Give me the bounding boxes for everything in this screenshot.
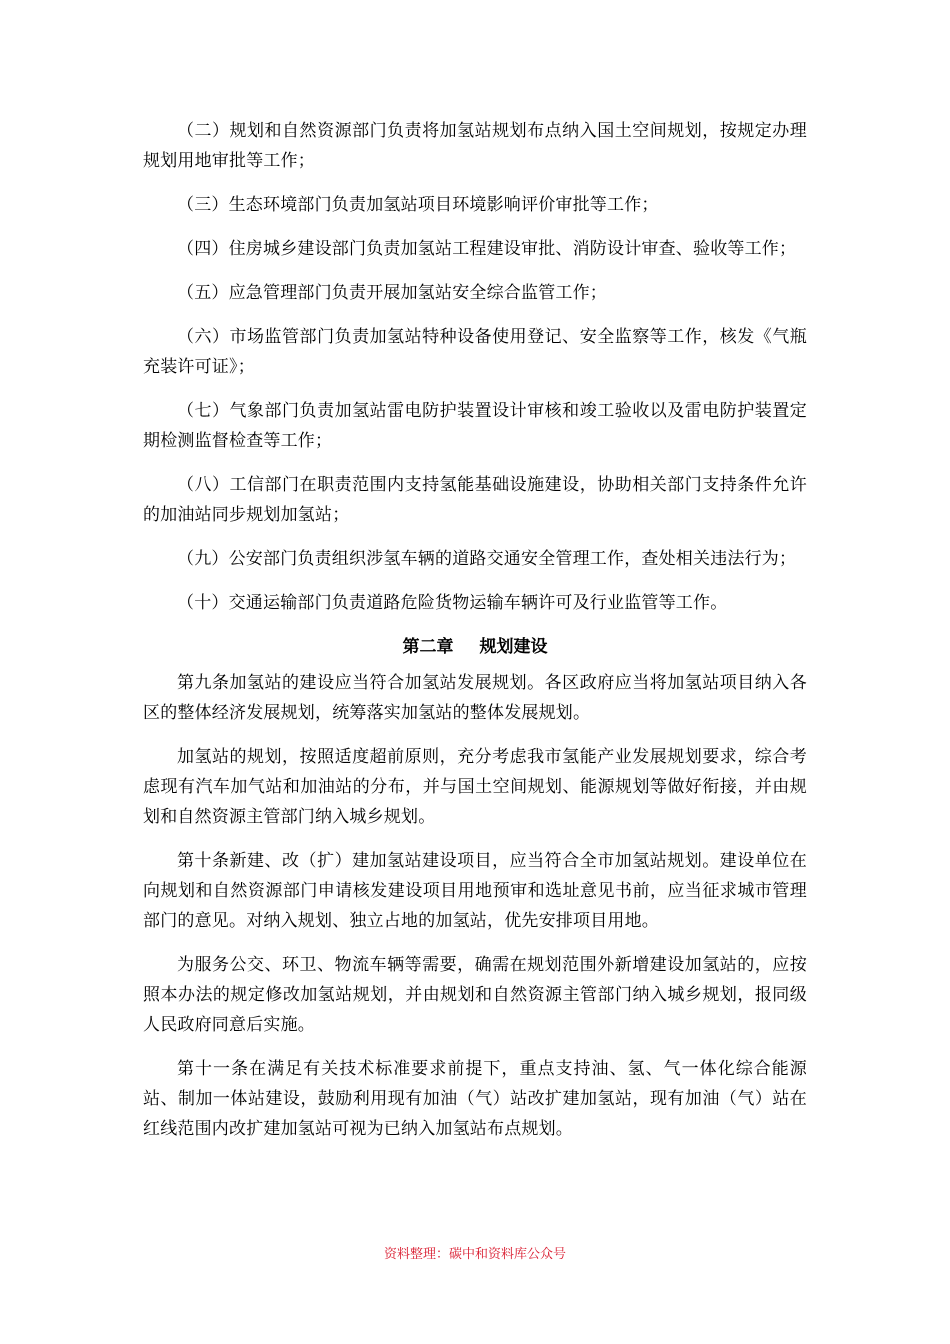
paragraph-item-8: （八）工信部门在职责范围内支持氢能基础设施建设，协助相关部门支持条件允许的加油站同步规划加氢站；: [143, 475, 807, 525]
paragraph-item-9: （九）公安部门负责组织涉氢车辆的道路交通安全管理工作，查处相关违法行为；: [177, 549, 797, 569]
paragraph-item-10: （十）交通运输部门负责道路危险货物运输车辆许可及行业监管等工作。: [177, 593, 728, 613]
paragraph-item-2: （二）规划和自然资源部门负责将加氢站规划布点纳入国土空间规划，按规定办理规划用地审批等工作；: [143, 121, 807, 171]
document-body: [143, 116, 807, 1158]
article-9: 第九条加氢站的建设应当符合加氢站发展规划。各区政府应当将加氢站项目纳入各区的整体经济发展规划，统筹落实加氢站的整体发展规划。: [143, 673, 807, 723]
article-9-planning: 加氢站的规划，按照适度超前原则，充分考虑我市氢能产业发展规划要求，综合考虑现有汽车加气站和加油站的分布，并与国土空间规划、能源规划等做好衔接，并由规划和自然资源主管部门纳入城乡规划。: [143, 747, 807, 827]
paragraph-item-5: （五）应急管理部门负责开展加氢站安全综合监管工作；: [177, 283, 607, 303]
paragraph-item-7: （七）气象部门负责加氢站雷电防护装置设计审核和竣工验收以及雷电防护装置定期检测监督检查等工作；: [143, 401, 807, 451]
paragraph-item-3: （三）生态环境部门负责加氢站项目环境影响评价审批等工作；: [177, 195, 659, 215]
article-10: 第十条新建、改（扩）建加氢站建设项目，应当符合全市加氢站规划。建设单位在向规划和自然资源部门申请核发建设项目用地预审和选址意见书前，应当征求城市管理部门的意见。对纳入规划、独立占地的加氢站，优先安排项目用地。: [143, 851, 807, 931]
footer-source-note: 资料整理：碳中和资料库公众号: [383, 1247, 566, 1262]
article-11: 第十一条在满足有关技术标准要求前提下，重点支持油、氢、气一体化综合能源站、制加一体站建设，鼓励利用现有加油（气）站改扩建加氢站，现有加油（气）站在红线范围内改扩建加氢站可视为已纳入加氢站布点规划。: [143, 1059, 807, 1139]
paragraph-item-4: （四）住房城乡建设部门负责加氢站工程建设审批、消防设计审查、验收等工作；: [177, 239, 797, 259]
chapter-heading: 第二章 规划建设: [402, 637, 548, 657]
article-10-supplement: 为服务公交、环卫、物流车辆等需要，确需在规划范围外新增建设加氢站的，应按照本办法的规定修改加氢站规划，并由规划和自然资源主管部门纳入城乡规划，报同级人民政府同意后实施。: [143, 955, 807, 1035]
paragraph-item-6: （六）市场监管部门负责加氢站特种设备使用登记、安全监察等工作，核发《气瓶充装许可证》；: [143, 327, 807, 377]
